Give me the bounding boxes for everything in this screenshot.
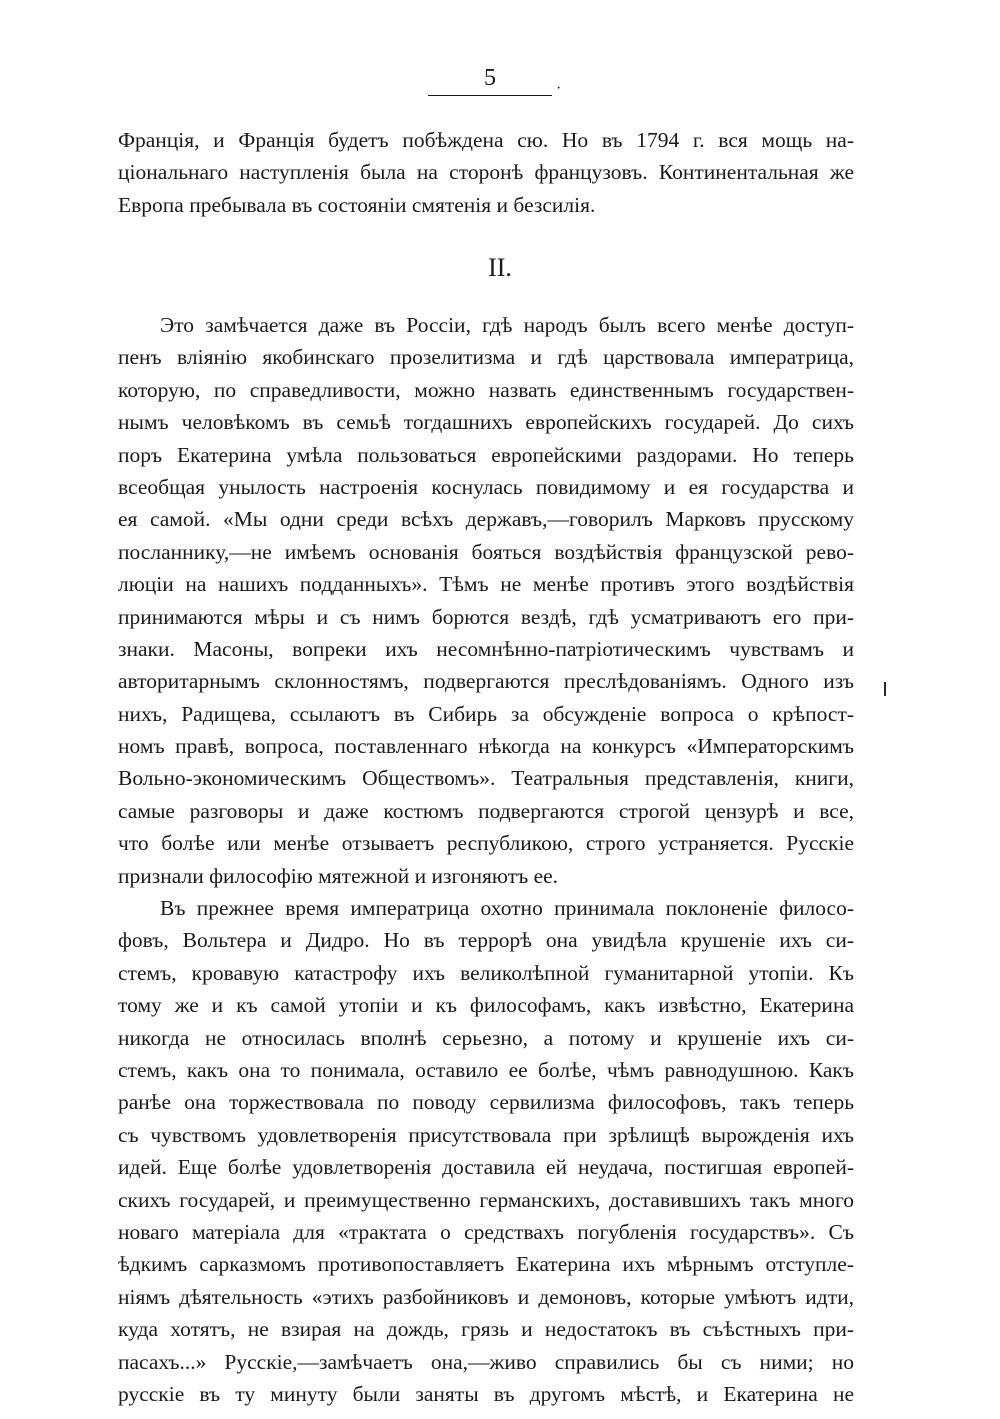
body-text — [118, 309, 854, 1410]
text-line: ѣдкимъ сарказмомъ противопоставляетъ Екатерина ихъ мѣрнымъ отступле- — [118, 1252, 854, 1277]
text-line: тому же и къ самой утопіи и къ философамъ, какъ извѣстно, Екатерина — [118, 993, 854, 1018]
text-line: пасахъ...» Русскіе,—замѣчаетъ она,—живо справились бы съ ними; но — [118, 1349, 854, 1374]
text-line: куда хотятъ, не взирая на дождь, грязь и недостатокъ въ съѣстныхъ при- — [118, 1317, 854, 1342]
paragraph-continued — [118, 124, 854, 221]
page-number-header — [428, 64, 552, 92]
text-line: ранѣе она торжествовала по поводу сервилизма философовъ, такъ теперь — [118, 1090, 854, 1115]
text-line: Это замѣчается даже въ Россіи, гдѣ народъ былъ всего менѣе доступ- — [160, 313, 854, 337]
text-line: ніямъ дѣятельность «этихъ разбойниковъ и демоновъ, которые умѣютъ идти, — [118, 1284, 854, 1309]
text-line: принимаются мѣры и съ нимъ борются вездѣ, гдѣ усматриваютъ его при- — [118, 604, 854, 629]
text-line: русскіе въ ту минуту были заняты въ другомъ мѣстѣ, и Екатерина не — [118, 1381, 854, 1406]
text-line: пенъ вліянію якобинскаго прозелитизма и гдѣ царствовала императрица, — [118, 345, 854, 370]
text-line: которую, по справедливости, можно назвать единственнымъ государствен- — [118, 377, 854, 402]
page-number: 5 — [484, 65, 496, 91]
text-line: поръ Екатерина умѣла пользоваться европейскими раздорами. Но теперь — [118, 442, 854, 467]
text-line: скихъ государей, и преимущественно германскихъ, доставившихъ такъ много — [118, 1187, 854, 1212]
text-line: ціональнаго наступленія была на сторонѣ французовъ. Континентальная же — [118, 160, 854, 185]
text-line: фовъ, Вольтера и Дидро. Но въ террорѣ она увидѣла крушеніе ихъ си- — [118, 928, 854, 953]
text-line: знаки. Масоны, вопреки ихъ несомнѣнно-патріотическимъ чувствамъ и — [118, 636, 854, 661]
text-line: никогда не относилась вполнѣ серьезно, а потому и крушеніе ихъ си- — [118, 1025, 854, 1050]
text-line: стемъ, кровавую катастрофу ихъ великолѣпной гуманитарной утопіи. Къ — [118, 960, 854, 985]
text-line: стемъ, какъ она то понимала, оставило ее болѣе, чѣмъ равнодушною. Какъ — [118, 1057, 854, 1082]
text-line: новаго матеріала для «трактата о средствахъ погубленія государствъ». Съ — [118, 1219, 854, 1244]
margin-mark — [884, 682, 886, 696]
text-line: ея самой. «Мы одни среди всѣхъ державъ,—говорилъ Марковъ прусскому — [118, 507, 854, 532]
text-line: съ чувствомъ удовлетворенія присутствовала при зрѣлищѣ вырожденія ихъ — [118, 1122, 854, 1147]
header-rule-dot: · — [556, 80, 562, 97]
text-line: Франція, и Франція будетъ побѣждена сю. Но въ 1794 г. вся мощь на- — [118, 128, 854, 152]
section-heading: II. — [488, 253, 512, 282]
text-line: что болѣе или менѣе отзываетъ республикою, строго устраняется. Русскіе — [118, 831, 854, 856]
text-line: авторитарнымъ склонностямъ, подвергаются преслѣдованіямъ. Одного изъ — [118, 669, 854, 694]
text-line: признали философію мятежной и изгоняютъ ее. — [118, 863, 559, 888]
text-line: посланнику,—не имѣемъ основанія бояться воздѣйствія французской рево- — [118, 539, 854, 564]
text-line: нымъ человѣкомъ въ семьѣ тогдашнихъ европейскихъ государей. До сихъ — [118, 410, 854, 435]
text-line: Европа пребывала въ состояніи смятенія и безсилія. — [118, 192, 596, 217]
text-line: номъ правѣ, вопроса, поставленнаго нѣкогда на конкурсъ «Императорскимъ — [118, 734, 854, 759]
text-line: идей. Еще болѣе удовлетворенія доставила ей неудача, постигшая европей- — [118, 1155, 854, 1180]
text-line: всеобщая унылость настроенія коснулась повидимому и ея государства и — [118, 474, 854, 499]
text-line: Въ прежнее время императрица охотно принимала поклоненіе филосо- — [160, 896, 854, 921]
text-line: люціи на нашихъ подданныхъ». Тѣмъ не менѣе противъ этого воздѣйствія — [118, 572, 854, 597]
text-line: Вольно-экономическимъ Обществомъ». Театральныя представленія, книги, — [118, 766, 854, 791]
header-rule — [428, 95, 552, 96]
text-line: нихъ, Радищева, ссылаютъ въ Сибирь за обсужденіе вопроса о крѣпост- — [118, 701, 854, 726]
text-line: самые разговоры и даже костюмъ подвергаются строгой цензурѣ и все, — [118, 798, 854, 823]
